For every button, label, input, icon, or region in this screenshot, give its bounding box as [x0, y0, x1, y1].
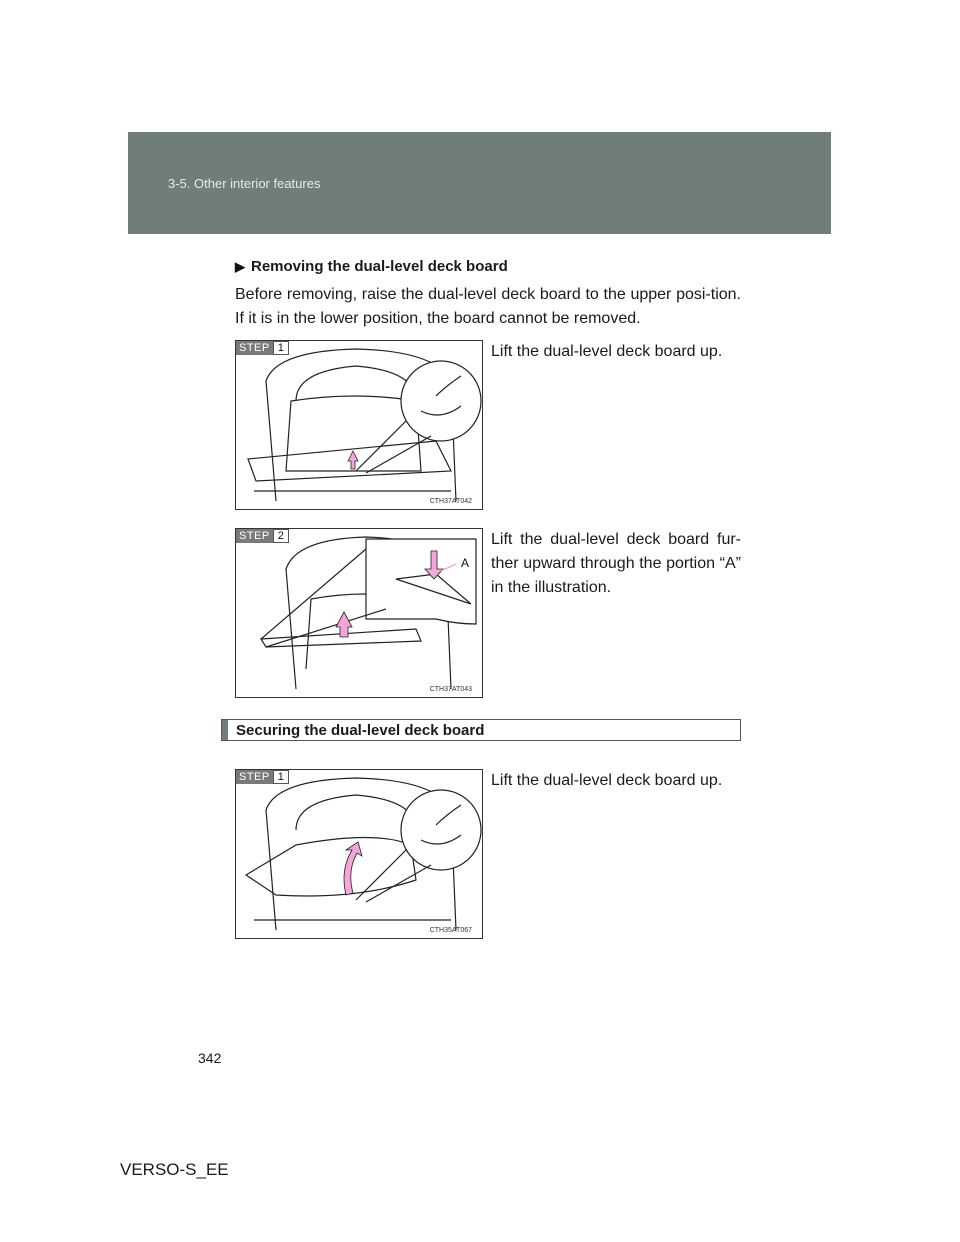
illustration-trunk-3: [236, 770, 483, 939]
step-badge: STEP 2: [236, 529, 289, 543]
model-code: VERSO-S_EE: [120, 1160, 229, 1179]
header-band: [128, 132, 831, 234]
step-badge: STEP 1: [236, 770, 289, 784]
section-breadcrumb: 3-5. Other interior features: [168, 176, 321, 191]
figure-step-2: [235, 528, 483, 698]
subsection-heading-text: Securing the dual-level deck board: [236, 721, 485, 739]
callout-a: A: [461, 556, 470, 570]
step-1-text: Lift the dual-level deck board up.: [491, 343, 723, 360]
figure-code: CTH37AT043: [429, 686, 472, 693]
illustration-trunk-1: [236, 341, 483, 510]
section-heading: [235, 258, 508, 275]
securing-step-1-text: Lift the dual-level deck board up.: [491, 772, 723, 789]
figure-step-1: [235, 340, 483, 510]
figure-code: CTH37AT042: [429, 498, 472, 505]
figure-code: CTH35AT067: [429, 927, 472, 934]
section-heading-text: Removing the dual-level deck board: [251, 258, 508, 275]
subsection-heading-box: [221, 719, 741, 741]
step-badge: STEP 1: [236, 341, 289, 355]
illustration-trunk-2: [236, 529, 483, 698]
intro-paragraph: Before removing, raise the dual-level deck board to the upper posi-tion. If it is in the lower position, the board cannot be removed.: [235, 286, 741, 327]
figure-securing-step-1: [235, 769, 483, 939]
triangle-bullet-icon: ▶: [235, 258, 245, 274]
page-number: 342: [198, 1050, 222, 1066]
step-2-text: Lift the dual-level deck board fur-ther upward through the portion “A” in the illustration.: [491, 531, 741, 596]
